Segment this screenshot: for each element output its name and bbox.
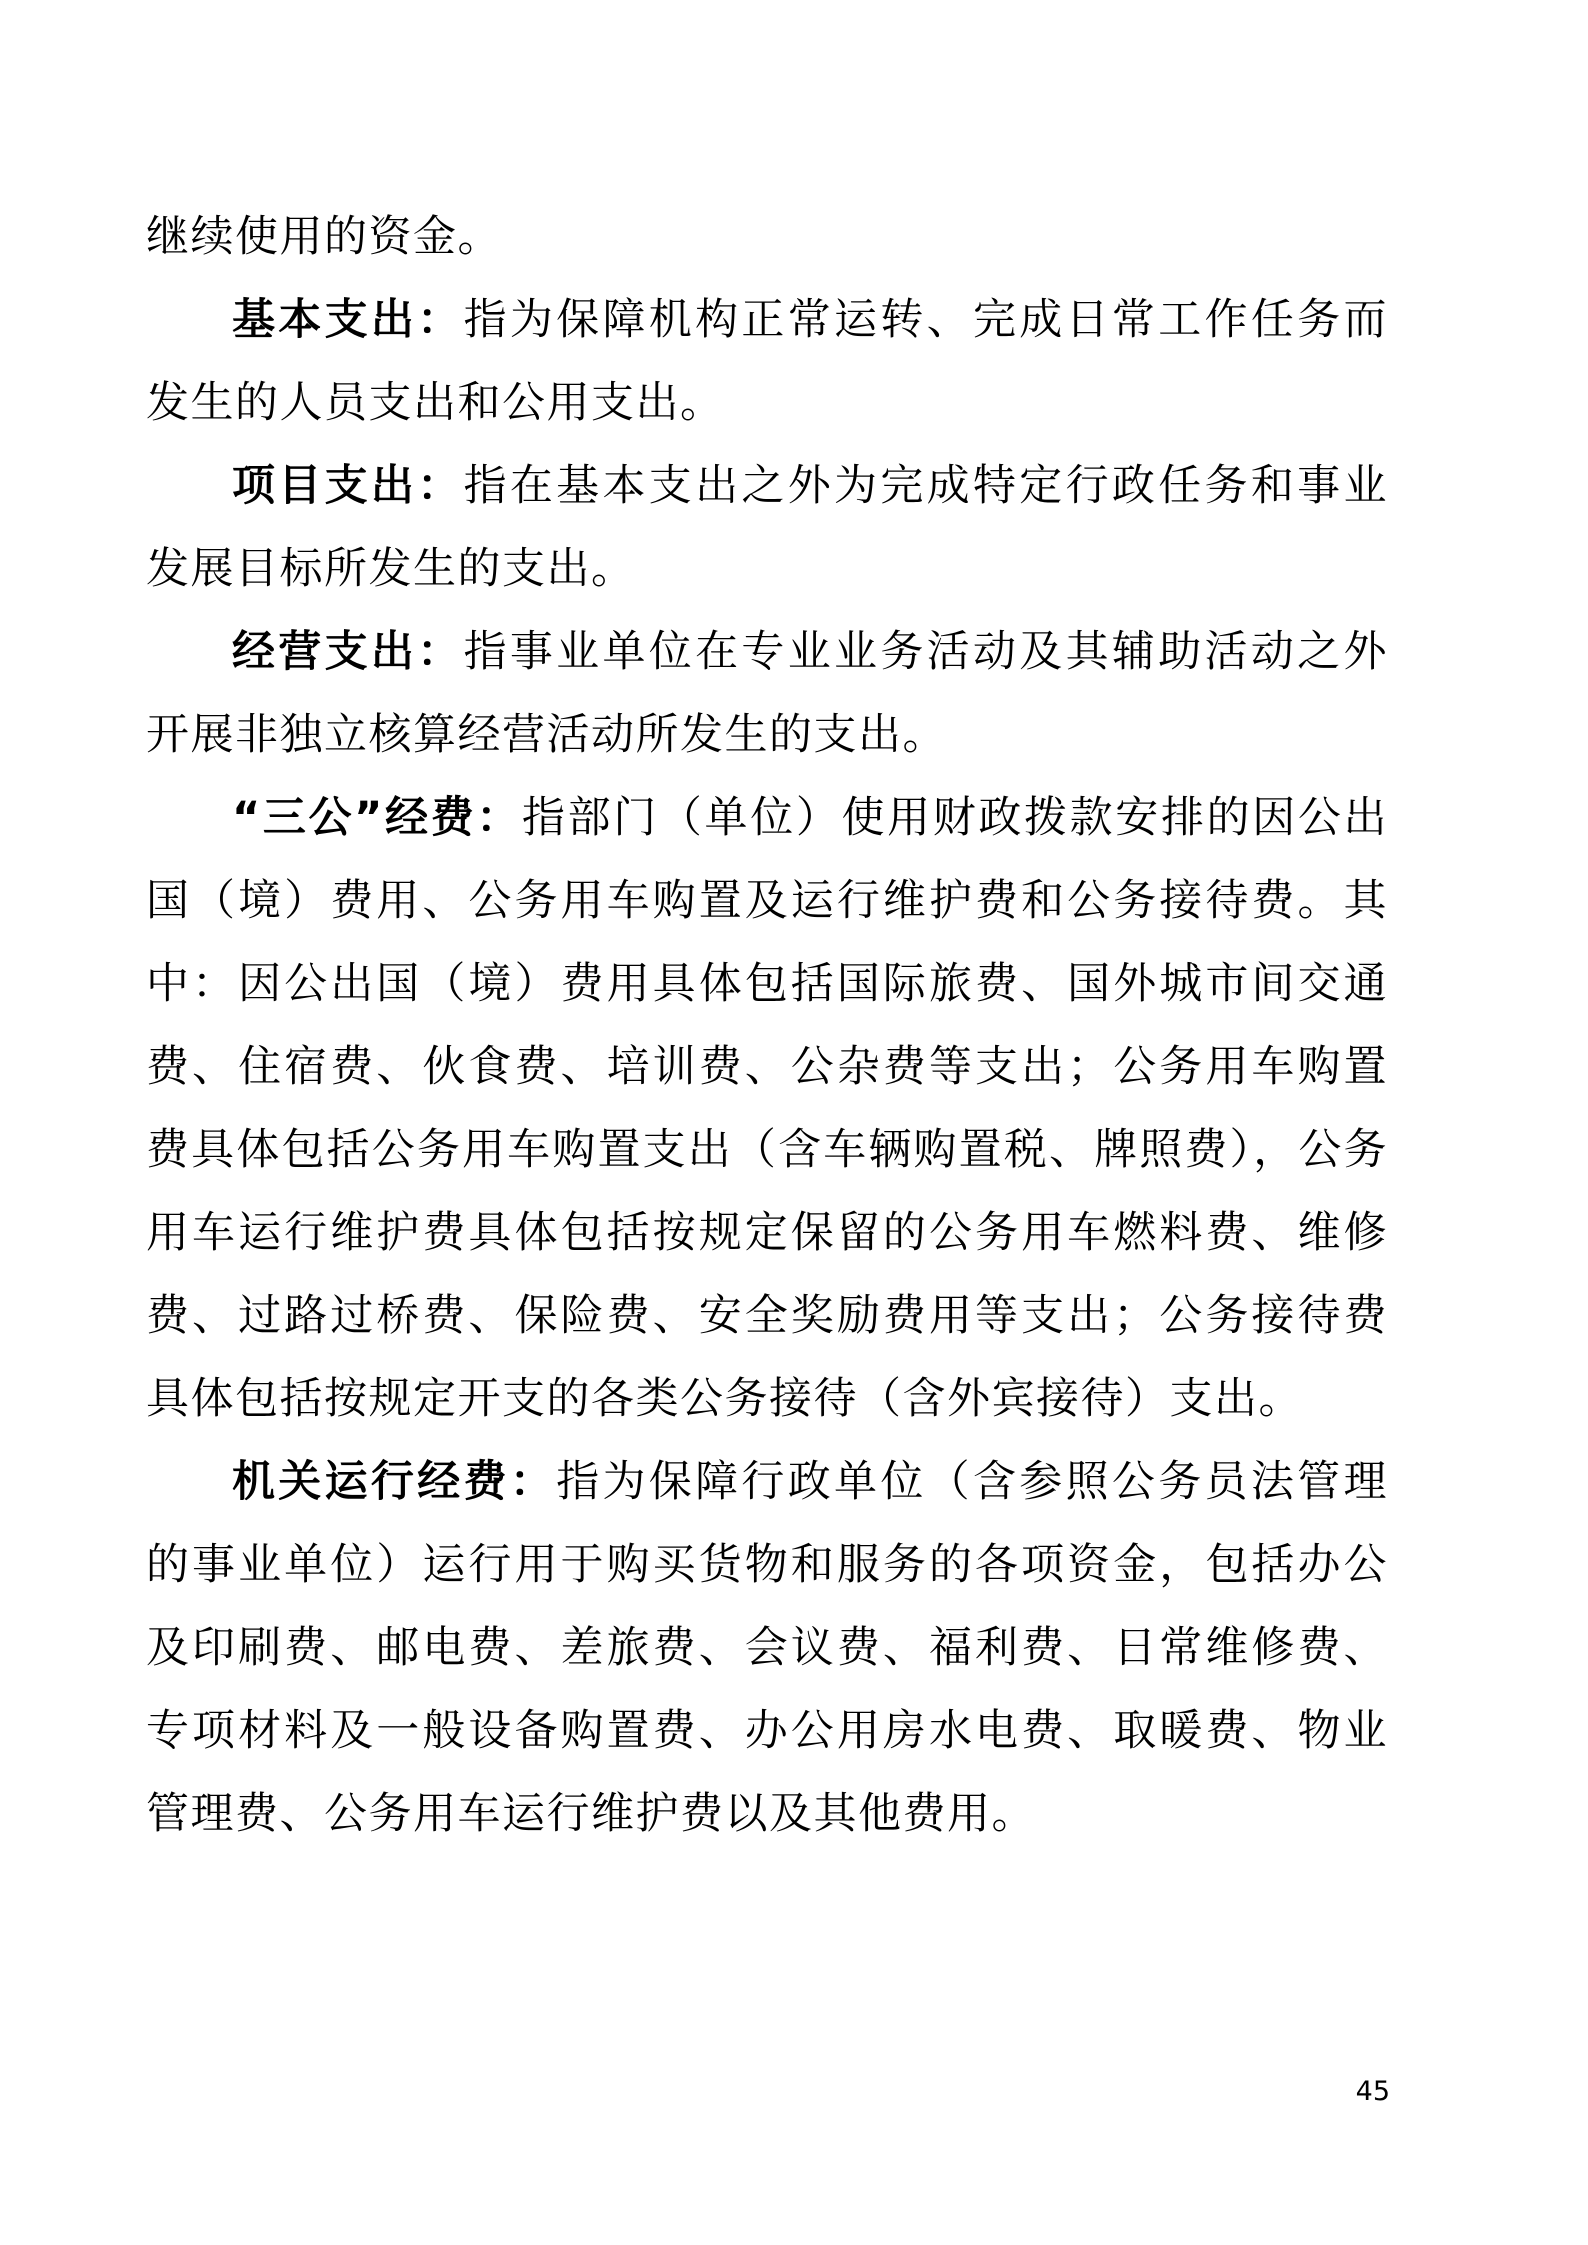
paragraph-lead: 经营支出：: [232, 627, 464, 677]
paragraph-text: 指为保障行政单位（含参照公务员法管理的事业单位）运行用于购买货物和服务的各项资金，包括办公及印刷费、邮电费、差旅费、会议费、福利费、日常维修费、专项材料及一般设备购置费、办公用房水电费、取暖费、物业管理费、公务用车运行维护费以及其他费用。: [146, 1457, 1388, 1839]
paragraph-agency-operating-funds: [146, 1441, 1388, 1856]
paragraph-text: 指在基本支出之外为完成特定行政任务和事业发展目标所发生的支出。: [146, 461, 1388, 594]
paragraph-text: 指为保障机构正常运转、完成日常工作任务而发生的人员支出和公用支出。: [146, 295, 1388, 428]
paragraph-lead: 机关运行经费：: [232, 1457, 557, 1507]
paragraph-text: 指部门（单位）使用财政拨款安排的因公出国（境）费用、公务用车购置及运行维护费和公务接待费。其中：因公出国（境）费用具体包括国际旅费、国外城市间交通费、住宿费、伙食费、培训费、公杂费等支出；公务用车购置费具体包括公务用车购置支出（含车辆购置税、牌照费），公务用车运行维护费具体包括按规定保留的公务用车燃料费、维修费、过路过桥费、保险费、安全奖励费用等支出；公务接待费具体包括按规定开支的各类公务接待（含外宾接待）支出。: [146, 793, 1388, 1424]
paragraph-text: 指事业单位在专业业务活动及其辅助活动之外开展非独立核算经营活动所发生的支出。: [146, 627, 1388, 760]
paragraph-operating-expenditure: [146, 611, 1388, 777]
paragraph-lead: 项目支出：: [232, 461, 464, 511]
paragraph-three-public-funds: [146, 777, 1388, 1441]
paragraph-text: 继续使用的资金。: [146, 212, 502, 262]
paragraph-lead: 基本支出：: [232, 295, 464, 345]
page-number: 45: [1355, 2076, 1390, 2107]
paragraph-continuation: [146, 196, 1388, 279]
paragraph-basic-expenditure: [146, 279, 1388, 445]
paragraph-lead: “三公”经费：: [232, 793, 522, 843]
paragraph-project-expenditure: [146, 445, 1388, 611]
document-body: [146, 196, 1388, 1856]
